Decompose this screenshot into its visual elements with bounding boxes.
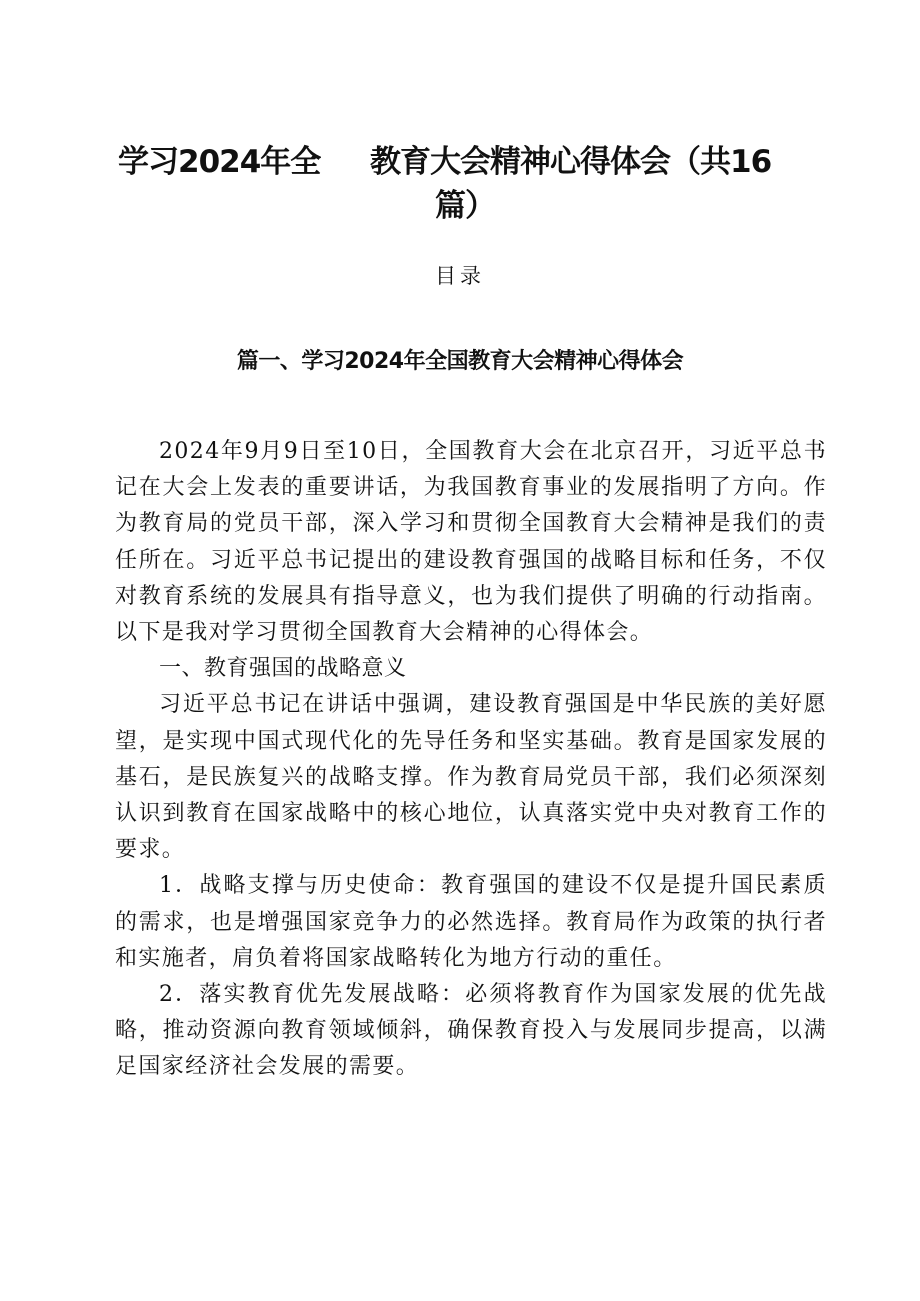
paragraph-point-1: 1．战略支撑与历史使命：教育强国的建设不仅是提升国民素质的需求，也是增强国家竞争力的必然选择。教育局作为政策的执行者和实施者，肩负着将国家战略转化为地方行动的重任。 bbox=[115, 873, 827, 971]
section-heading: 一、教育强国的战略意义 bbox=[159, 656, 407, 682]
table-of-contents-label: 目录 bbox=[435, 264, 485, 288]
document-title bbox=[118, 136, 818, 180]
title-part-1: 学习2024年全 bbox=[118, 144, 321, 180]
paragraph-point-2: 2．落实教育优先发展战略：必须将教育作为国家发展的优先战略，推动资源向教育领域倾斜，确保教育投入与发展同步提高，以满足国家经济社会发展的需要。 bbox=[115, 982, 827, 1080]
article-body bbox=[115, 434, 827, 1086]
article-heading: 篇一、学习2024年全国教育大会精神心得体会 bbox=[236, 349, 684, 374]
paragraph-strategic-significance: 习近平总书记在讲话中强调，建设教育强国是中华民族的美好愿望，是实现中国式现代化的先导任务和坚实基础。教育是国家发展的基石，是民族复兴的战略支撑。作为教育局党员干部，我们必须深刻认识到教育在国家战略中的核心地位，认真落实党中央对教育工作的要求。 bbox=[115, 692, 827, 863]
paragraph-intro: 2024年9月9日至10日，全国教育大会在北京召开，习近平总书记在大会上发表的重要讲话，为我国教育事业的发展指明了方向。作为教育局的党员干部，深入学习和贯彻全国教育大会精神是我们的责任所在。习近平总书记提出的建设教育强国的战略目标和任务，不仅对教育系统的发展具有指导意义，也为我们提供了明确的行动指南。以下是我对学习贯彻全国教育大会精神的心得体会。 bbox=[115, 439, 827, 646]
title-part-2: 教育大会精神心得体会（共16 bbox=[370, 144, 772, 180]
title-part-3: 篇） bbox=[435, 188, 495, 224]
